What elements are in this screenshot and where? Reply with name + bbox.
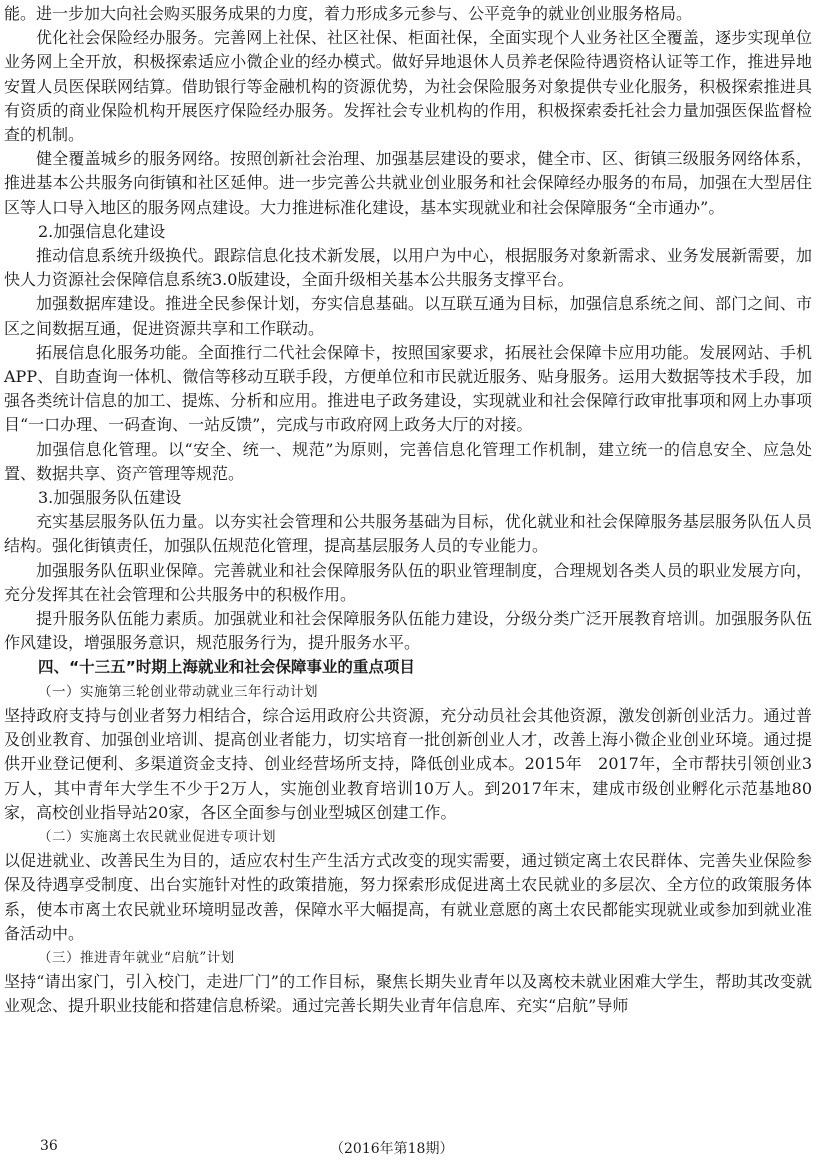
paragraph-info-management: 加强信息化管理。以“安全、统一、规范”为原则，完善信息化管理工作机制，建立统一的信息安全、应急处置、数据共享、资产管理等规范。 [4,439,812,483]
paragraph-team-career: 加强服务队伍职业保障。完善就业和社会保障服务队伍的职业管理制度，合理规划各类人员的职业发展方向，充分发挥其在社会管理和公共服务中的积极作用。 [4,560,812,604]
paragraph-team-capacity: 提升服务队伍能力素质。加强就业和社会保障服务队伍能力建设，分级分类广泛开展教育培训。加强服务队伍作风建设，增强服务意识，规范服务行为，提升服务水平。 [4,609,812,653]
paragraph-database: 加强数据库建设。推进全民参保计划，夯实信息基础。以互联互通为目标，加强信息系统之间、部门之间、市区之间数据互通，促进资源共享和工作联动。 [4,294,812,338]
paragraph-grassroots-team: 充实基层服务队伍力量。以夯实社会管理和公共服务基础为目标，优化就业和社会保障服务基层服务队伍人员结构。强化街镇责任，加强队伍规范化管理，提高基层服务人员的专业能力。 [4,512,812,556]
issue-label: （2016年第18期） [330,1141,454,1157]
paragraph-social-insurance-service: 优化社会保险经办服务。完善网上社保、社区社保、柜面社保，全面实现个人业务社区全覆盖，逐步实现单位业务网上全开放，积极探索适应小微企业的经办模式。做好异地退休人员养老保险待遇资格认证等工作，推进异地安置人员医保联网结算。借助银行等金融机构的资源优势，为社会保险服务对象提供专业化服务，积极探索推进具有资质的商业保险机构开展医疗保险经办服务。发挥社会专业机构的作用，积极探索委托社会力量加强医保监督检查的机制。 [4,28,812,145]
paragraph-info-services: 拓展信息化服务功能。全面推行二代社会保障卡，按照国家要求，拓展社会保障卡应用功能。发展网站、手机APP、自助查询一体机、微信等移动互联手段，方便单位和市民就近服务、贴身服务。运用大数据等技术手段，加强各类统计信息的加工、提炼、分析和应用。推进电子政务建设，实现就业和社会保障行政审批事项和网上办事项目“一口办理、一码查询、一站反馈”，完成与市政府网上政务大厅的对接。 [4,342,812,435]
subheading-informatization: 2.加强信息化建设 [38,221,166,241]
subheading-service-team: 3.加强服务队伍建设 [38,488,182,508]
subsection-heading-3: （三）推进青年就业“启航”计划 [38,949,235,966]
section-heading-key-projects: 四、“十三五”时期上海就业和社会保障事业的重点项目 [38,658,415,677]
page-number: 36 [40,1138,58,1154]
paragraph-youth-employment: 坚持“请出家门，引入校门，走进厂门”的工作目标，聚焦长期失业青年以及离校未就业困难大学生，帮助其改变就业观念、提升职业技能和搭建信息桥梁。通过完善长期失业青年信息库、充实“启航”导师 [4,972,812,1016]
page-footer [0,1138,827,1160]
paragraph-system-upgrade: 推动信息系统升级换代。跟踪信息化技术新发展，以用户为中心，根据服务对象新需求、业务发展新需要，加快人力资源社会保障信息系统3.0版建设，全面升级相关基本公共服务支撑平台。 [4,246,812,290]
subsection-heading-2: （二）实施离土农民就业促进专项计划 [38,828,276,845]
paragraph-service-network: 健全覆盖城乡的服务网络。按照创新社会治理、加强基层建设的要求，健全市、区、街镇三级服务网络体系，推进基本公共服务向街镇和社区延伸。进一步完善公共就业创业服务和社会保障经办服务的布局，加强在大型居住区等人口导入地区的服务网点建设。大力推进标准化建设，基本实现就业和社会保障服务“全市通办”。 [4,149,812,217]
paragraph-entrepreneurship: 坚持政府支持与创业者努力相结合，综合运用政府公共资源，充分动员社会其他资源，激发创新创业活力。通过普及创业教育、加强创业培训、提高创业者能力，切实培育一批创新创业人才，改善上海小微企业创业环境。通过提供开业登记便利、多渠道资金支持、创业经营场所支持，降低创业成本。2015年 2017年，全市帮扶引领创业3万人，其中青年大学生不少于2万人，实施创业教育培训10万人。到2017年末，建成市级创业孵化示范基地80家，高校创业指导站20家，各区全面参与创业型城区创建工作。 [4,705,812,822]
subsection-heading-1: （一）实施第三轮创业带动就业三年行动计划 [38,683,318,700]
body-text [4,2,812,1019]
paragraph-continuation: 能。进一步加大向社会购买服务成果的力度，着力形成多元参与、公平竞争的就业创业服务格局。 [4,4,693,23]
paragraph-rural-employment: 以促进就业、改善民生为目的，适应农村生产生活方式改变的现实需要，通过锁定离土农民群体、完善失业保险参保及待遇享受制度、出台实施针对性的政策措施，努力探索形成促进离土农民就业的多层次、全方位的政策服务体系，使本市离土农民就业环境明显改善，保障水平大幅提高，有就业意愿的离土农民都能实现就业或参加到就业准备活动中。 [4,851,812,943]
